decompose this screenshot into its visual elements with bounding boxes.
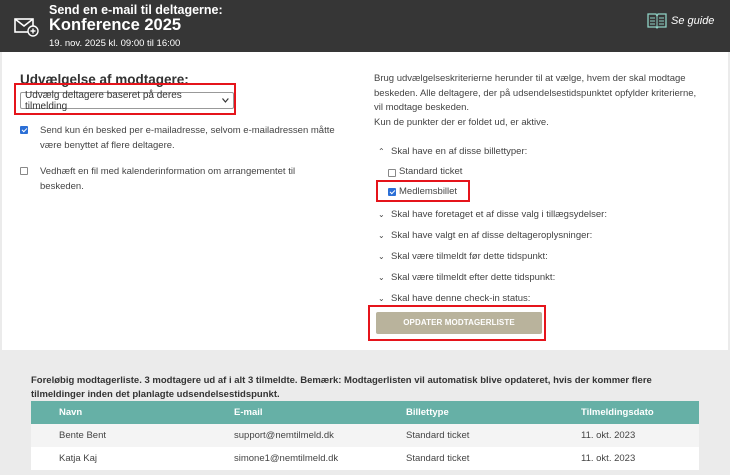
event-title: Konference 2025 — [49, 16, 182, 34]
addon-criterion-label: Skal have foretaget et af disse valg i tillægsydelser: — [391, 209, 607, 220]
criteria-intro-text: Brug udvælgelseskriterierne herunder til at vælge, hvem der skal modtage beskeden. Alle deltagere, der på udsendelsestidspunktet opfylder kriterierne, vil modtage beskeden. — [374, 73, 697, 113]
header-bar — [0, 0, 730, 52]
book-icon — [647, 12, 667, 29]
mail-add-icon — [14, 15, 40, 39]
cell-date: 11. okt. 2023 — [581, 430, 636, 441]
header-subtitle: Send en e-mail til deltagerne: — [49, 3, 223, 17]
chevron-down-icon: ⌄ — [378, 210, 385, 219]
criteria-intro-note: Kun de punkter der er foldet ud, er aktive. — [374, 116, 549, 128]
chevron-down-icon: ⌄ — [378, 252, 385, 261]
guide-link[interactable] — [647, 12, 714, 29]
update-recipients-button[interactable]: OPDATER MODTAGERLISTE — [376, 312, 542, 334]
registered-after-criterion-label: Skal være tilmeldt efter dette tidspunkt: — [391, 272, 556, 283]
selection-dropdown-value: Udvælg deltagere baseret på deres tilmelding — [25, 89, 182, 112]
cell-ticket: Standard ticket — [406, 430, 470, 441]
unique-email-checkbox[interactable] — [20, 126, 28, 134]
chevron-down-icon: ⌄ — [378, 294, 385, 303]
cell-ticket: Standard ticket — [406, 453, 470, 464]
cell-email: simone1@nemtilmeld.dk — [234, 453, 339, 464]
event-date: 19. nov. 2025 kl. 09:00 til 16:00 — [49, 38, 181, 49]
settings-panel — [2, 52, 728, 350]
cell-name: Bente Bent — [59, 430, 107, 441]
table-row — [31, 424, 699, 447]
ticket-member-label: Medlemsbillet — [399, 186, 458, 197]
cell-email: support@nemtilmeld.dk — [234, 430, 334, 441]
cell-date: 11. okt. 2023 — [581, 453, 636, 464]
table-row — [31, 447, 699, 470]
column-header-name: Navn — [59, 407, 83, 418]
checkin-status-criterion-label: Skal have denne check-in status: — [391, 293, 531, 304]
guide-label: Se guide — [671, 14, 715, 27]
chevron-down-icon: ⌄ — [378, 273, 385, 282]
ticket-type-criterion[interactable] — [378, 146, 527, 157]
registered-before-criterion-label: Skal være tilmeldt før dette tidspunkt: — [391, 251, 548, 262]
selection-heading: Udvælgelse af modtagere: — [20, 72, 189, 87]
calendar-attachment-label: Vedhæft en fil med kalenderinformation om arrangementet til beskeden. — [40, 166, 296, 192]
ticket-member-checkbox[interactable] — [388, 188, 396, 196]
ticket-standard-checkbox[interactable] — [388, 169, 396, 177]
unique-email-label: Send kun én besked per e-mailadresse, selvom e-mailadressen måtte være benyttet af flere deltagere. — [40, 125, 335, 151]
chevron-down-icon: ⌄ — [378, 231, 385, 240]
recipient-list-note: Foreløbig modtagerliste. 3 modtagere ud af i alt 3 tilmeldte. Bemærk: Modtagerlisten vil automatisk blive opdateret, hvis der kommer flere tilmeldinger inden det planlagte udsendelsestidspunkt. — [31, 375, 652, 400]
participant-info-criterion[interactable] — [378, 230, 592, 241]
chevron-up-icon: ⌃ — [378, 147, 385, 156]
recipient-table — [31, 401, 699, 470]
ticket-type-label: Skal have en af disse billettyper: — [391, 146, 528, 157]
calendar-attachment-checkbox[interactable] — [20, 167, 28, 175]
column-header-ticket: Billettype — [406, 407, 449, 418]
registered-after-criterion[interactable] — [378, 272, 555, 283]
registered-before-criterion[interactable] — [378, 251, 548, 262]
column-header-email: E-mail — [234, 407, 263, 418]
participant-info-criterion-label: Skal have valgt en af disse deltageroplysninger: — [391, 230, 593, 241]
column-header-date: Tilmeldingsdato — [581, 407, 654, 418]
table-header — [31, 401, 699, 424]
criteria-intro — [374, 72, 706, 130]
chevron-down-icon — [222, 98, 229, 103]
checkin-status-criterion[interactable] — [378, 293, 530, 304]
selection-dropdown[interactable] — [20, 89, 234, 112]
addon-criterion[interactable] — [378, 209, 607, 220]
cell-name: Katja Kaj — [59, 453, 98, 464]
ticket-standard-label: Standard ticket — [399, 166, 463, 177]
